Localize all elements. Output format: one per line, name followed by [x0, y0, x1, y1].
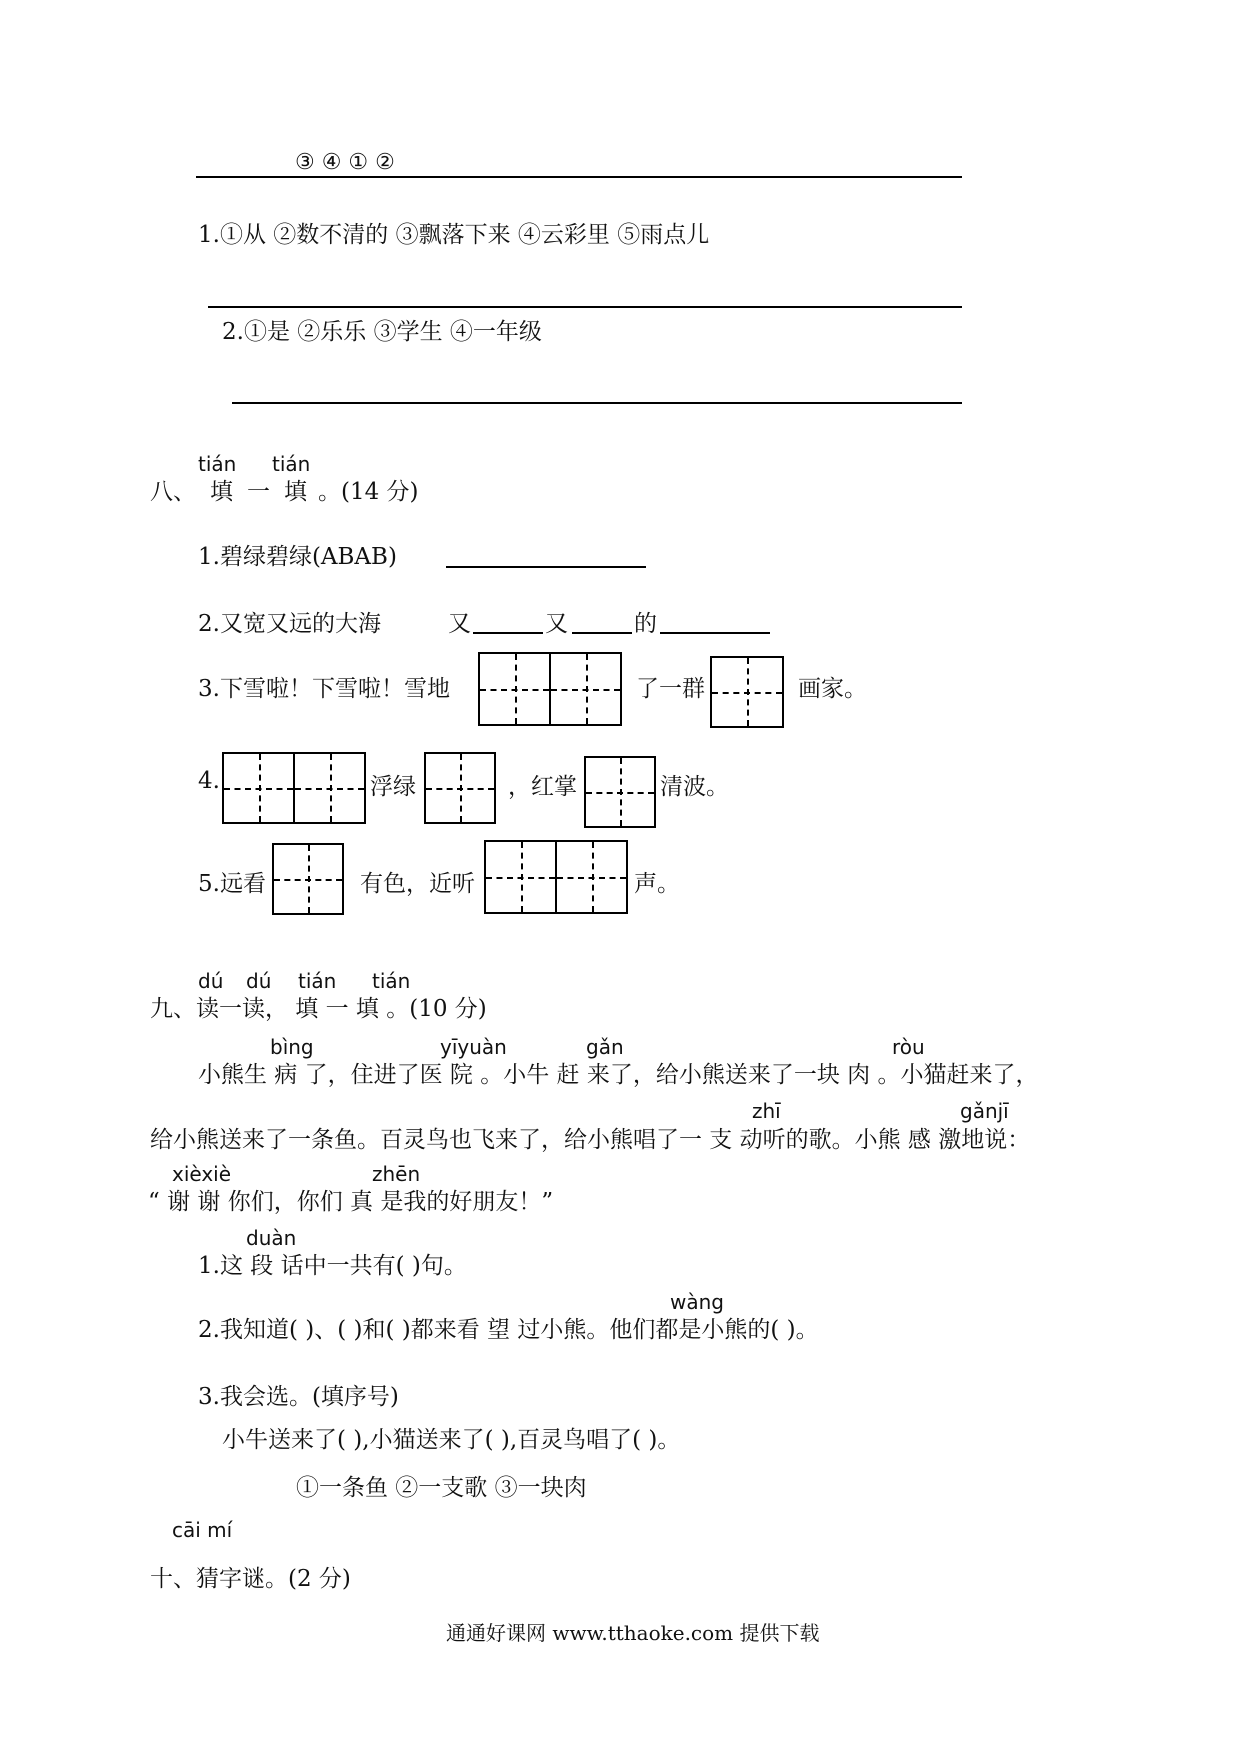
fill-item-3-end: 画家。 [798, 676, 867, 702]
answer-blank [473, 632, 543, 634]
tianzige-box-1 [424, 752, 496, 824]
pinyin: tián [298, 969, 337, 993]
answer-blank [660, 632, 770, 634]
question-3-options: ①一条鱼 ②一支歌 ③一块肉 [296, 1475, 587, 1501]
fill-item-5-text: 有色，近听 [360, 871, 475, 897]
pinyin: gǎn [586, 1035, 624, 1059]
fill-item-5-end: 声。 [634, 871, 680, 897]
section-8-prefix: 八、 [150, 479, 196, 505]
answer-blank [446, 566, 646, 568]
pinyin: yīyuàn [440, 1035, 507, 1059]
pinyin: zhī [752, 1099, 781, 1123]
fill-item-3-text: 了一群 [636, 676, 705, 702]
fill-item-3: 3.下雪啦！下雪啦！雪地 [198, 676, 450, 702]
pinyin: dú [198, 969, 224, 993]
q7-sentence-1: 1.①从 ②数不清的 ③飘落下来 ④云彩里 ⑤雨点儿 [198, 222, 710, 248]
answer-line [232, 402, 962, 404]
question-2: 2.我知道( )、( )和( )都来看 望 过小熊。他们都是小熊的( )。 [198, 1317, 819, 1343]
fill-item-2-de: 的 [634, 611, 657, 637]
pinyin: tián [272, 452, 311, 476]
tianzige-box-1 [710, 656, 784, 728]
pinyin: cāi mí [172, 1518, 233, 1542]
pinyin: tián [198, 452, 237, 476]
pinyin: zhēn [372, 1162, 421, 1186]
tianzige-box-2 [484, 840, 628, 914]
pinyin: wàng [670, 1290, 724, 1314]
passage-line-3: “ 谢 谢 你们，你们 真 是我的好朋友！” [148, 1189, 554, 1215]
answer-blank [572, 632, 632, 634]
question-3-line: 小牛送来了( ),小猫送来了( ),百灵鸟唱了( )。 [222, 1427, 681, 1453]
pinyin: duàn [246, 1226, 297, 1250]
fill-item-2: 2.又宽又远的大海 [198, 611, 381, 637]
order-marks: ③ ④ ① ② [295, 150, 395, 175]
tianzige-box-2 [222, 752, 366, 824]
section-8-suffix: 。(14 分) [318, 479, 419, 505]
answer-line [208, 306, 962, 308]
tianzige-box-2 [478, 652, 622, 726]
fill-item-2-you: 又 [448, 611, 471, 637]
fill-item-4-text: 浮绿 [370, 774, 416, 800]
pinyin: tián [372, 969, 411, 993]
fill-item-4: 4. [198, 768, 220, 794]
fill-item-4-end: 清波。 [660, 774, 729, 800]
section-8-char: 填 [284, 479, 307, 505]
section-8-char: 填 [210, 479, 233, 505]
section-10-title: 十、猜字谜。(2 分) [150, 1566, 351, 1592]
tianzige-box-1 [584, 756, 656, 828]
fill-item-4-text: ，红掌 [508, 774, 577, 800]
tianzige-box-1 [272, 843, 344, 915]
question-1: 1.这 段 话中一共有( )句。 [198, 1253, 467, 1279]
question-3: 3.我会选。(填序号) [198, 1384, 399, 1410]
pinyin: bìng [270, 1035, 314, 1059]
fill-item-2-you: 又 [545, 611, 568, 637]
pinyin: gǎnjī [960, 1099, 1009, 1123]
fill-item-5: 5.远看 [198, 871, 266, 897]
answer-line [196, 176, 962, 178]
passage-line-2: 给小熊送来了一条鱼。百灵鸟也飞来了，给小熊唱了一 支 动听的歌。小熊 感 激地说： [150, 1127, 1031, 1153]
pinyin: dú [246, 969, 272, 993]
footer-credit: 通通好课网 www.tthaoke.com 提供下载 [446, 1621, 820, 1645]
passage-line-1: 小熊生 病 了，住进了医 院 。小牛 赶 来了，给小熊送来了一块 肉 。小猫赶来了， [198, 1062, 1039, 1088]
pinyin: ròu [892, 1035, 925, 1059]
fill-item-1: 1.碧绿碧绿(ABAB) [198, 544, 397, 570]
pinyin: xièxiè [172, 1162, 232, 1186]
q7-sentence-2: 2.①是 ②乐乐 ③学生 ④一年级 [222, 319, 542, 345]
section-9-title: 九、读一读， 填 一 填 。(10 分) [150, 996, 487, 1022]
section-8-char: 一 [247, 479, 270, 505]
